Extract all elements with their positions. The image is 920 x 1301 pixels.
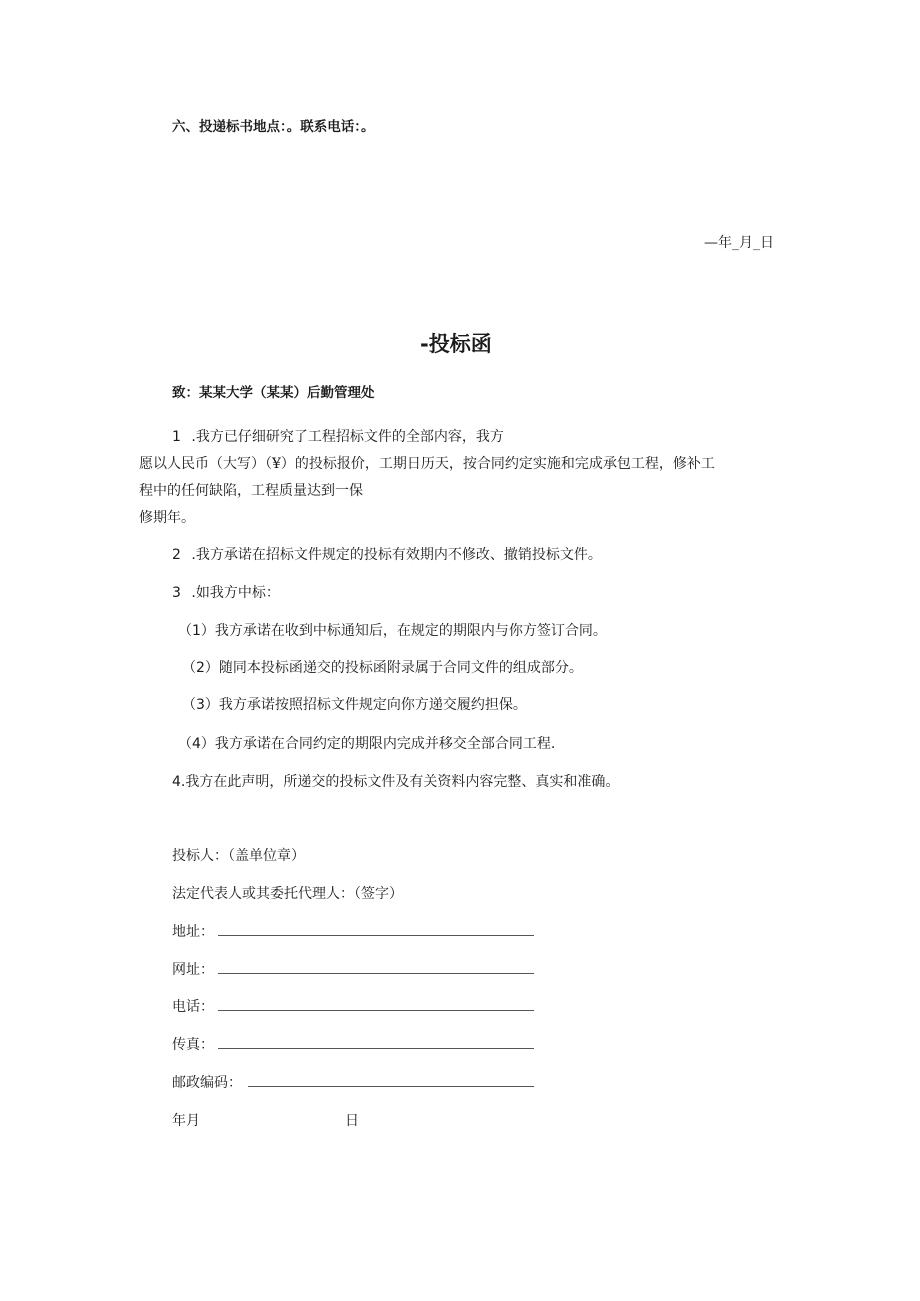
item1-text: .我方已仔细研究了工程招标文件的全部内容，我方 (191, 429, 504, 445)
phone-label: 电话： (172, 999, 214, 1015)
item1-line2: 愿以人民币（大写）（¥）的投标报价，工期日历天，按合同约定实施和完成承包工程，修补工 (139, 456, 715, 472)
website-label: 网址： (172, 962, 214, 978)
sub-item-4-number: （4） (178, 736, 215, 752)
phone-underline (218, 1010, 534, 1011)
letter-title: -投标函 (420, 332, 492, 356)
item1-line4: 修期年。 (139, 510, 195, 526)
sub-item-1 (178, 620, 607, 640)
signature-day: 日 (345, 1113, 359, 1129)
top-date: —年_月_日 (704, 235, 774, 251)
signature-year-month: 年月 (172, 1113, 200, 1129)
sub-item-2-number: （2） (182, 660, 219, 676)
sub-item-4 (178, 733, 555, 753)
postcode-underline (248, 1086, 534, 1087)
item3-number: 3 (172, 585, 181, 601)
item1-line1 (172, 426, 504, 446)
bidder-line: 投标人：（盖单位章） (172, 848, 305, 864)
item4-number: 4 (172, 774, 181, 790)
item1-line3: 程中的任何缺陷，工程质量达到一保 (139, 483, 363, 499)
item4 (172, 771, 619, 791)
representative-line: 法定代表人或其委托代理人：（签字） (172, 886, 403, 902)
item2 (172, 544, 602, 564)
section6-line: 六、投递标书地点：。联系电话：。 (172, 119, 375, 135)
letter-addressee: 致：某某大学（某某）后勤管理处 (172, 385, 375, 401)
sub-item-4-text: 我方承诺在合同约定的期限内完成并移交全部合同工程. (214, 736, 556, 752)
fax-underline (218, 1048, 534, 1049)
address-label: 地址： (172, 924, 214, 940)
item2-text: .我方承诺在招标文件规定的投标有效期内不修改、撤销投标文件。 (191, 547, 602, 563)
item2-number: 2 (172, 547, 181, 563)
sub-item-3-text: 我方承诺按照招标文件规定向你方递交履约担保。 (218, 697, 527, 713)
item4-text: .我方在此声明，所递交的投标文件及有关资料内容完整、真实和准确。 (180, 774, 620, 790)
sub-item-1-number: （1） (178, 623, 215, 639)
item1-number: 1 (172, 429, 181, 445)
sub-item-2-text: 随同本投标函递交的投标函附录属于合同文件的组成部分。 (218, 660, 583, 676)
item3-text: .如我方中标： (191, 585, 280, 601)
sub-item-3 (182, 694, 527, 714)
address-underline (218, 935, 534, 936)
item3 (172, 582, 280, 602)
fax-label: 传真： (172, 1037, 214, 1053)
sub-item-3-number: （3） (182, 697, 219, 713)
sub-item-2 (182, 657, 583, 677)
website-underline (218, 973, 534, 974)
postcode-label: 邮政编码： (172, 1075, 242, 1091)
sub-item-1-text: 我方承诺在收到中标通知后，在规定的期限内与你方签订合同。 (214, 623, 607, 639)
